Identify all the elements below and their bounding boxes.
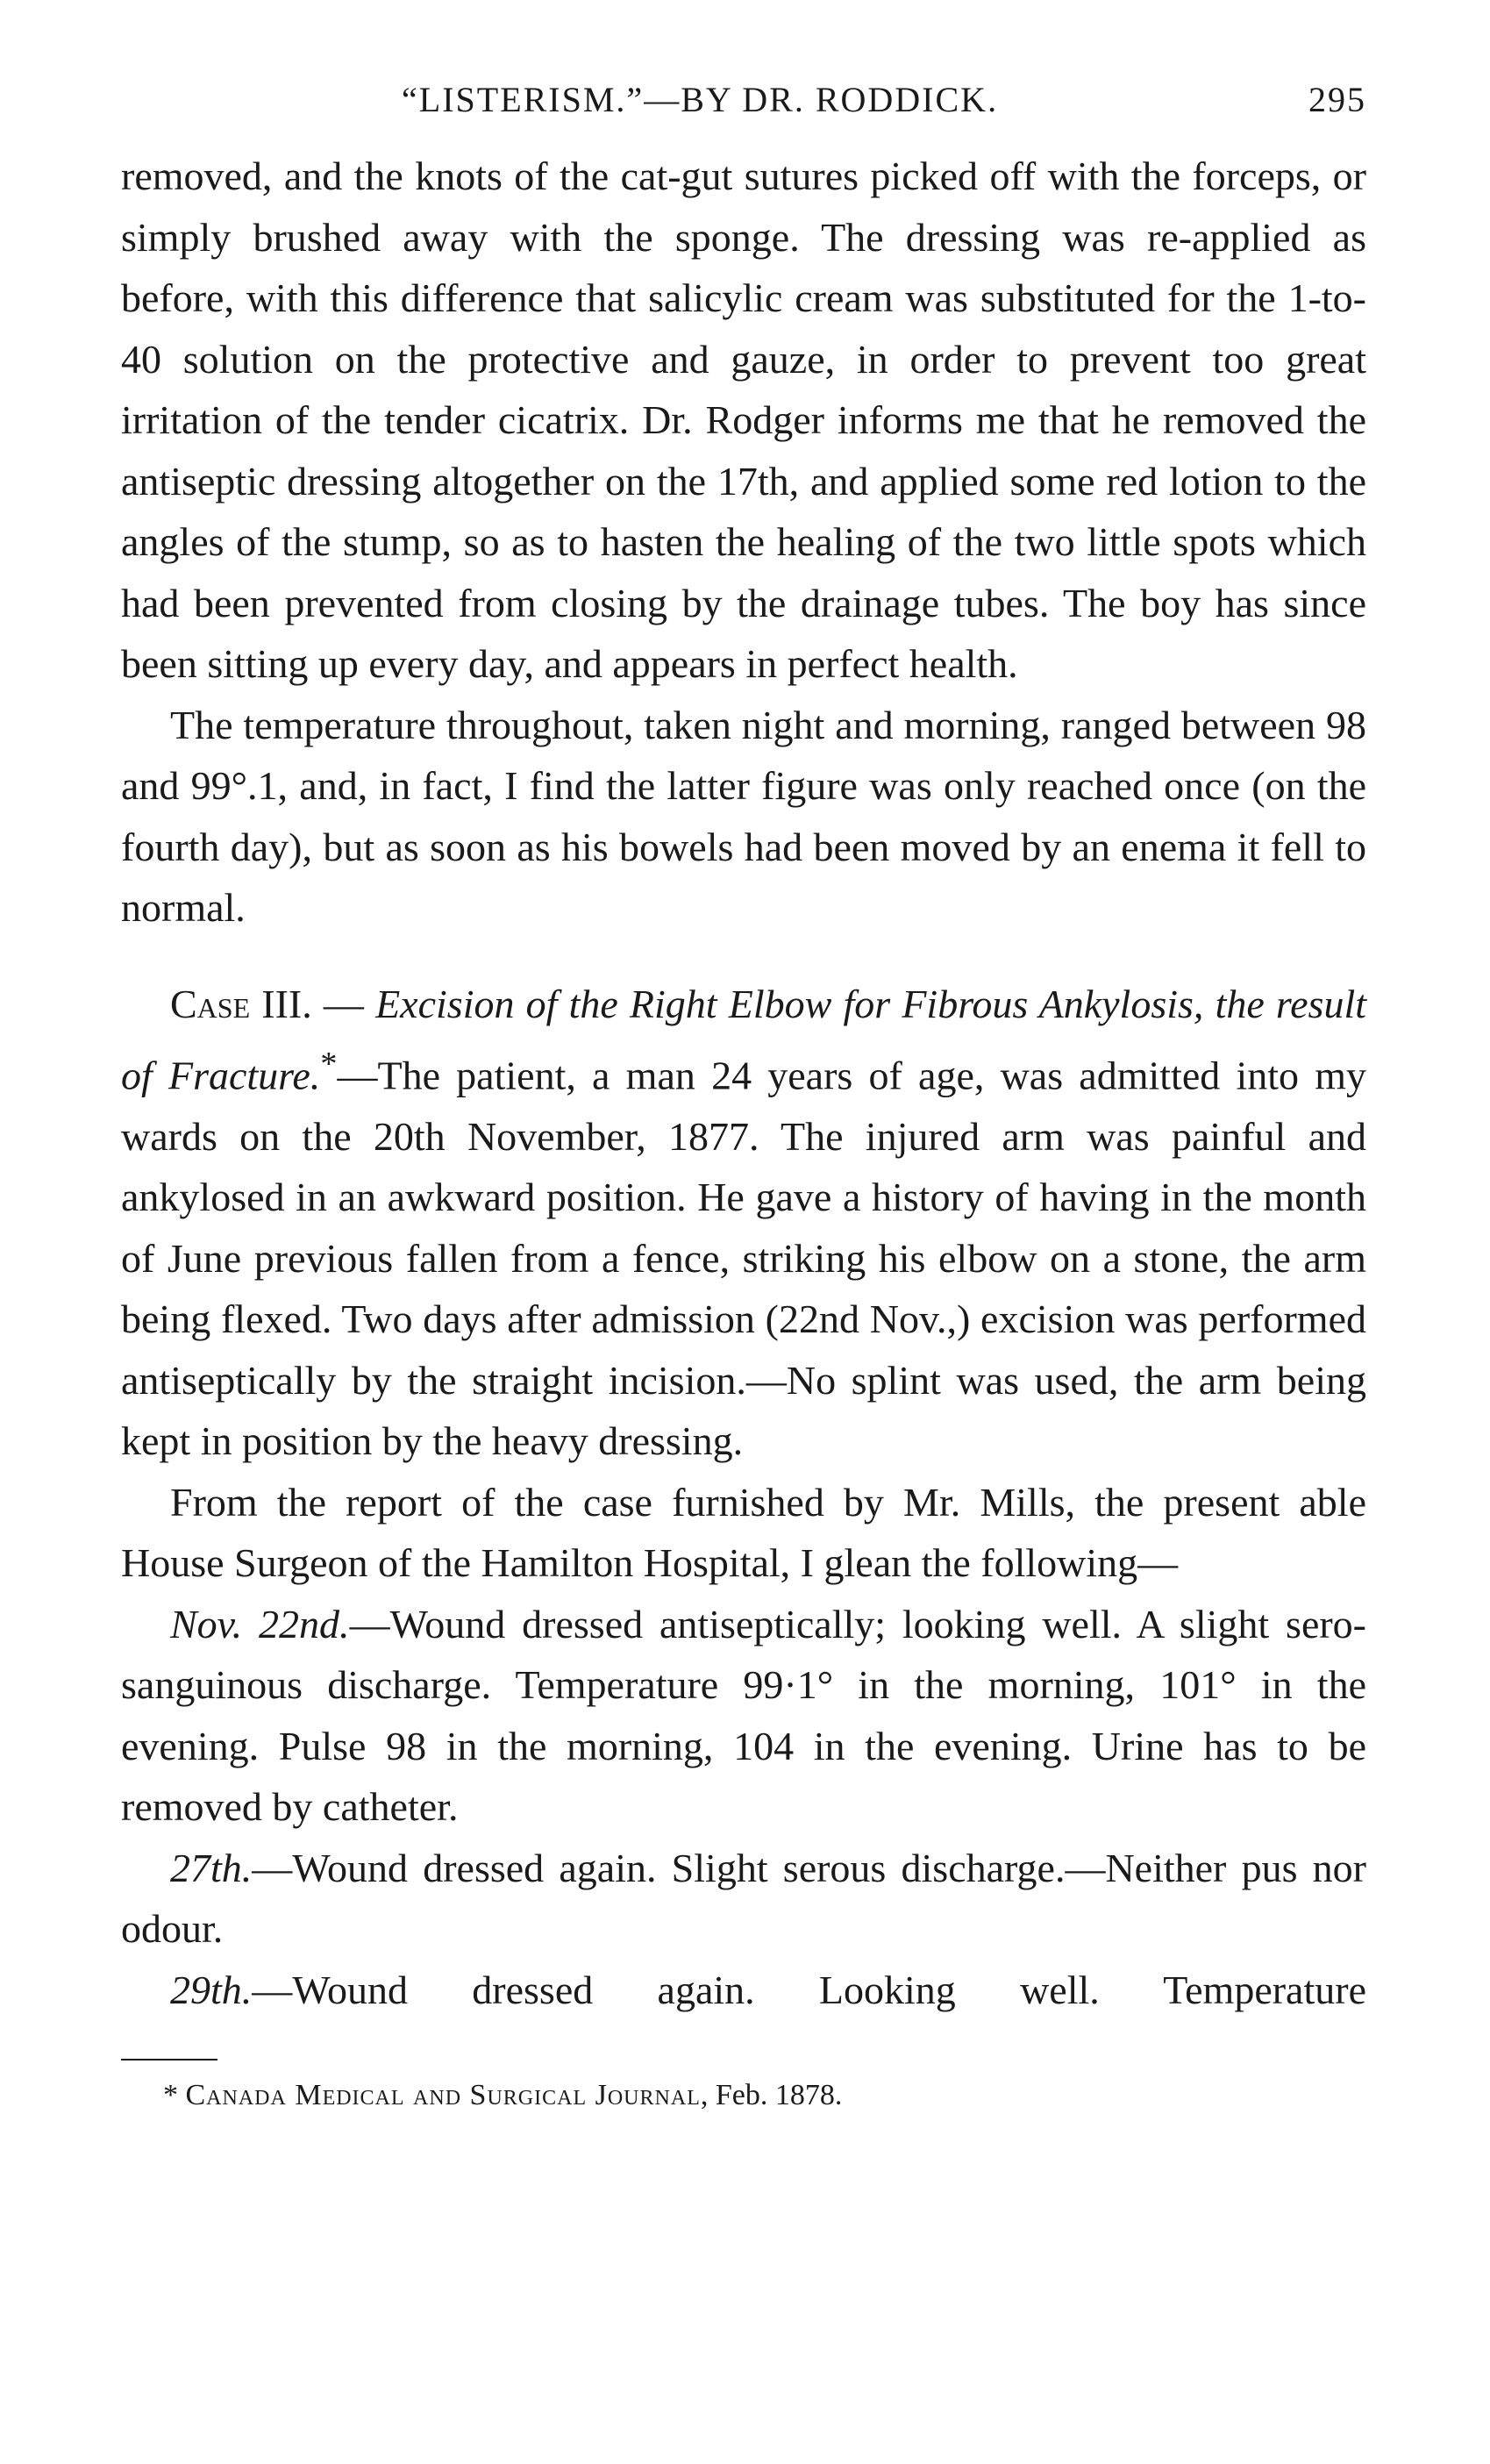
case-dash: — <box>311 981 376 1026</box>
paragraph-case-three <box>121 974 1366 1472</box>
page <box>121 79 1366 2115</box>
footnote-mark: * <box>163 2079 178 2112</box>
footnote-rule <box>121 2059 217 2060</box>
paragraph-nov-22 <box>121 1594 1366 1838</box>
paragraph-continued: removed, and the knots of the cat-gut sutures picked off with the forceps, or simply brushed away with the sponge. The dressing was re-applied as before, with this difference that salicylic cream was substituted for the 1-to-40 solution on the protective and gauze, in order to prevent too great irritation of the tender cicatrix. Dr. Rodger informs me that he removed the antiseptic dressing altogether on the 17th, and applied some red lotion to the angles of the stump, so as to hasten the healing of the two little spots which had been prevented from closing by the drainage tubes. The boy has since been sitting up every day, and appears in perfect health. <box>121 154 1366 686</box>
paragraph-27th <box>121 1838 1366 1960</box>
paragraph-temperature: The temperature throughout, taken night and morning, ranged between 98 and 99°.1, and, in fact, I find the latter figure was only reached once (on the fourth day), but as soon as his bowels had been moved by an enema it fell to normal. <box>121 702 1366 930</box>
footnote-reference: * <box>320 1046 338 1082</box>
body-text <box>121 146 1366 2020</box>
entry-date: Nov. 22nd. <box>170 1601 350 1646</box>
paragraph-29th <box>121 1960 1366 2021</box>
paragraph-report: From the report of the case furnished by Mr. Mills, the present able House Surgeon of the Hamilton Hospital, I glean the following— <box>121 1479 1366 1586</box>
entry-date: 27th. <box>170 1845 253 1890</box>
footnote-date: , Feb. 1878. <box>700 2079 843 2112</box>
entry-text: —Wound dressed antiseptically; looking well. A slight sero-sanguinous discharge. Temperature 99·1° in the morning, 101° in the evening. Pulse 98 in the morning, 104 in the evening. Urine has to be removed by catheter. <box>121 1601 1366 1830</box>
page-number: 295 <box>1308 80 1366 119</box>
footnote-journal: Canada Medical and Surgical Journal <box>185 2079 701 2112</box>
footnote <box>121 2076 1366 2115</box>
entry-text: —Wound dressed again. Slight serous discharge.—Neither pus nor odour. <box>121 1845 1366 1952</box>
case-text: —The patient, a man 24 years of age, was admitted into my wards on the 20th November, 1877. The injured arm was painful and ankylosed in an awkward position. He gave a history of having in the month of June previous fallen from a fence, striking his elbow on a stone, the arm being flexed. Two days after admission (22nd Nov.,) excision was performed antiseptically by the straight incision.—No splint was used, the arm being kept in position by the heavy dressing. <box>121 1053 1366 1464</box>
entry-text: —Wound dressed again. Looking well. Temperature <box>252 1967 1366 2012</box>
entry-date: 29th. <box>170 1967 253 2012</box>
case-title: Excision of the Right Elbow for Fibrous Ankylosis, the result of Fracture. <box>121 981 1367 1098</box>
running-header <box>121 79 1366 132</box>
running-title: “LISTERISM.”—BY DR. RODDICK. <box>402 80 999 119</box>
case-label: Case III. <box>170 981 312 1026</box>
